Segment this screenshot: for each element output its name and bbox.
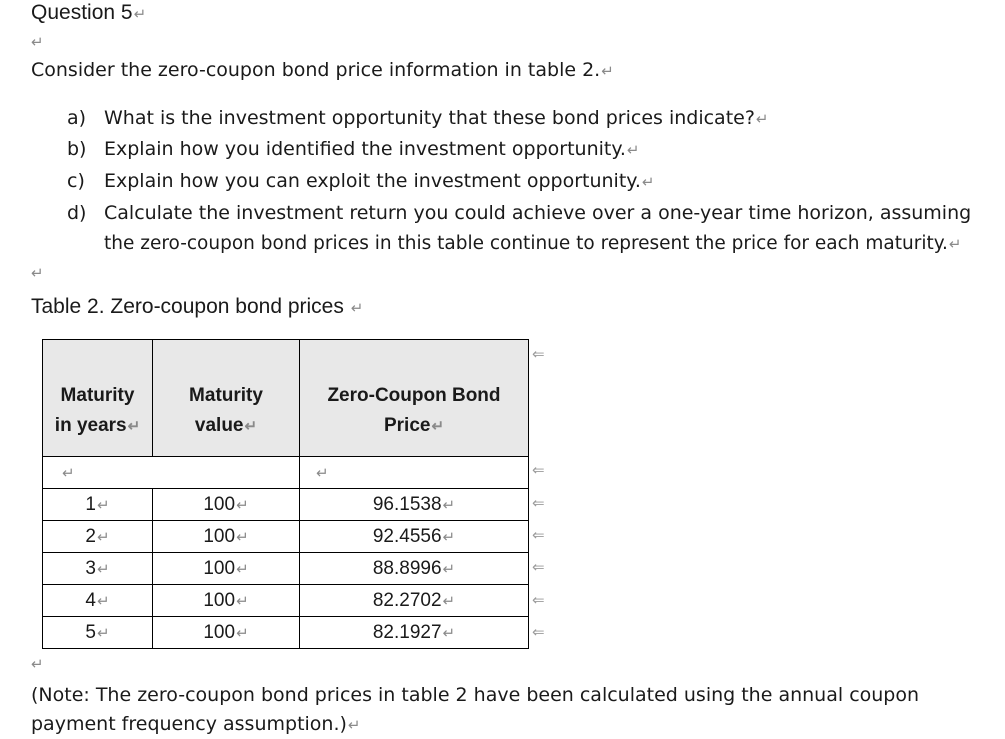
table-header-row [43,340,529,457]
paragraph-mark-icon: ↵ [948,235,962,253]
paragraph-mark-icon: ↵ [97,592,110,610]
price-cell: 82.1927↵ [300,617,529,649]
paragraph-mark-icon: ↵ [236,496,249,514]
paragraph-mark-icon: ↵ [641,173,655,191]
question-text: Explain how you identified the investment opportunity.↵ [104,138,640,160]
question-letter: b) [67,138,87,160]
price-cell: 88.8996↵ [300,553,529,585]
paragraph-mark-icon: ↵ [97,528,110,546]
value-cell: 100↵ [153,521,300,553]
table-spacer-row [43,457,529,489]
end-of-row-icon: ⇐ [532,623,545,641]
paragraph-mark-icon: ↵ [350,300,364,317]
header-maturity-years: Maturity in years↵ [43,340,153,457]
question-title: Question 5↵ [31,1,147,24]
paragraph-mark-icon: ↵ [127,418,141,435]
paragraph-mark-icon: ↵ [244,418,258,435]
question-letter: d) [67,202,87,224]
paragraph-mark-icon: ↵ [601,62,614,80]
question-text: Explain how you can exploit the investment opportunity.↵ [104,170,655,192]
paragraph-mark-icon: ↵ [442,528,456,546]
paragraph-mark-icon: ↵ [236,560,249,578]
end-of-row-icon: ⇐ [532,461,545,479]
paragraph-mark-icon: ↵ [97,624,110,642]
end-of-row-icon: ⇐ [532,494,545,512]
paragraph-mark-icon: ↵ [755,110,769,128]
table-row [43,553,529,585]
table-row [43,585,529,617]
table-row [43,521,529,553]
table-row [43,617,529,649]
paragraph-mark-icon: ↵ [442,624,456,642]
paragraph-mark-icon: ↵ [236,528,249,546]
spacer-cell [300,457,529,489]
price-cell: 82.2702↵ [300,585,529,617]
maturity-cell: 5↵ [43,617,153,649]
paragraph-mark-icon: ↵ [31,33,44,51]
value-cell: 100↵ [153,617,300,649]
end-of-row-icon: ⇐ [532,591,545,609]
question-letter: a) [67,107,87,129]
question-text-continued: the zero-coupon bond prices in this table continue to represent the price for each maturity.↵ [104,233,962,254]
maturity-cell: 1↵ [43,489,153,521]
value-cell: 100↵ [153,585,300,617]
question-letter: c) [67,170,85,192]
end-of-row-icon: ⇐ [532,526,545,544]
paragraph-mark-icon: ↵ [347,716,361,734]
end-of-row-icon: ⇐ [532,345,545,363]
end-of-row-icon: ⇐ [532,558,545,576]
paragraph-mark-icon: ↵ [31,655,44,673]
paragraph-mark-icon: ↵ [431,418,445,435]
maturity-cell: 2↵ [43,521,153,553]
paragraph-mark-icon: ↵ [236,592,249,610]
paragraph-mark-icon: ↵ [626,141,640,159]
paragraph-mark-icon: ↵ [97,560,110,578]
price-cell: 92.4556↵ [300,521,529,553]
paragraph-mark-icon: ↵ [31,264,44,282]
table-row [43,489,529,521]
maturity-cell: 4↵ [43,585,153,617]
question-text: Calculate the investment return you could achieve over a one-year time horizon, assuming [104,202,972,224]
value-cell: 100↵ [153,553,300,585]
header-maturity-value: Maturity value↵ [153,340,300,457]
paragraph-mark-icon: ↵ [442,592,456,610]
bond-price-table [42,339,529,649]
paragraph-mark-icon: ↵ [97,496,110,514]
paragraph-mark-icon: ↵ [316,464,329,482]
table-caption: Table 2. Zero-coupon bond prices ↵ [31,295,364,318]
intro-text: Consider the zero-coupon bond price information in table 2.↵ [31,59,614,81]
note-text-continued: payment frequency assumption.)↵ [31,713,361,735]
paragraph-mark-icon: ↵ [62,464,75,482]
note-text: (Note: The zero-coupon bond prices in table 2 have been calculated using the annual coupon [31,684,920,706]
question-text: What is the investment opportunity that these bond prices indicate?↵ [104,107,769,129]
maturity-cell: 3↵ [43,553,153,585]
paragraph-mark-icon: ↵ [133,6,147,23]
header-bond-price: Zero-Coupon Bond Price↵ [300,340,529,457]
paragraph-mark-icon: ↵ [442,560,456,578]
paragraph-mark-icon: ↵ [236,624,249,642]
spacer-cell [43,457,300,489]
price-cell: 96.1538↵ [300,489,529,521]
paragraph-mark-icon: ↵ [442,496,456,514]
value-cell: 100↵ [153,489,300,521]
